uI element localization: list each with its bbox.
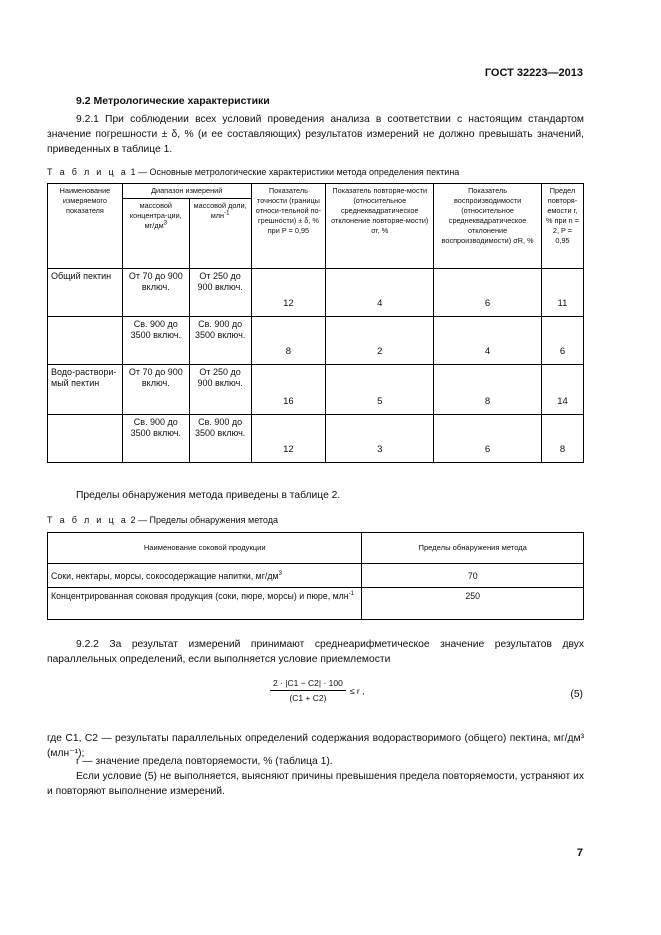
paragraph-limits: Пределы обнаружения метода приведены в таблице 2. [76,490,341,501]
table2-caption-label: Т а б л и ц а [47,515,128,525]
header-mass-conc: массовой концентра-ции, $мг/дм^3$ [122,199,189,269]
row-repeat: 5 [326,365,434,415]
header-limit: Предел повторя-емости r, % при n = 2, P = 0,95 [541,184,583,269]
header-range: Диапазон измерений [122,184,251,199]
header-repeatability: Показатель повторяе-мости (относительное среднеквадратическое отклонение повторяе-мости) σr, % [326,184,434,269]
row-accuracy: 12 [251,415,326,463]
header-mass-frac-text: массовой доли, млн [193,201,247,220]
header-name: Наименование измеряемого показателя [48,184,123,269]
row-accuracy: 12 [251,269,326,317]
table-row [48,365,584,415]
row-accuracy: 16 [251,365,326,415]
table-row [48,317,584,365]
row-frac: От 250 до 900 включ. [189,269,251,317]
header-mass-conc-text: массовой концентра-ции, мг/дм [129,201,182,230]
row-accuracy: 8 [251,317,326,365]
table2-caption [47,515,278,525]
row-detection-limit: 70 [362,564,584,588]
row-frac: От 250 до 900 включ. [189,365,251,415]
standard-number: ГОСТ 32223—2013 [484,67,583,79]
row-conc: Св. 900 до 3500 включ. [122,415,189,463]
row-product-text: Концентрированная соковая продукция (соки, пюре, морсы) и пюре, млн [51,591,349,601]
row-limit: 11 [541,269,583,317]
formula-fraction [270,678,346,703]
table2-caption-text: 2 — Пределы обнаружения метода [128,515,278,525]
row-name: Водо-раствори-мый пектин [48,365,123,415]
row-name [48,415,123,463]
where-c-definition: где C1, C2 — результаты параллельных определений содержания водорастворимого (общего) пектина, мг/дм³ (млн⁻¹); [47,733,584,759]
section-title: 9.2 Метрологические характеристики [76,95,270,107]
row-detection-limit: 250 [362,588,584,620]
page-number: 7 [576,847,583,859]
table1-caption-label: Т а б л и ц а [47,167,128,177]
acceptability-formula [270,678,364,703]
row-reprod: 8 [434,365,542,415]
table-row [48,564,584,588]
paragraph-921: 9.2.1 При соблюдении всех условий проведения анализа в соответствии с настоящим стандартом значение погрешности ± δ, % (и ее составляющих) результатов измерений не должно превышать значений, приведенных в таблице 1. [47,114,584,155]
formula-condition: ≤ r , [349,685,365,696]
header-detection-limit: Пределы обнаружения метода [362,533,584,564]
row-repeat: 3 [326,415,434,463]
row-reprod: 6 [434,269,542,317]
formula-numerator: 2 · |C1 − C2| · 100 [270,678,346,691]
row-limit: 8 [541,415,583,463]
row-conc: От 70 до 900 включ. [122,365,189,415]
where-r-definition: r — значение предела повторяемости, % (таблица 1). [76,756,333,767]
row-limit: 14 [541,365,583,415]
formula-denominator: (C1 + C2) [289,693,327,703]
table-row [48,269,584,317]
paragraph-922: 9.2.2 За результат измерений принимают среднеарифметическое значение результатов двух параллельных определений, если выполняется условие приемлемости [47,639,584,665]
header-reproducibility: Показатель воспроизводимости (относительное среднеквадратическое отклонение воспроизводимости) σR, % [434,184,542,269]
row-repeat: 2 [326,317,434,365]
table-row [48,415,584,463]
paragraph-condition-failure: Если условие (5) не выполняется, выясняют причины превышения предела повторяемости, устраняют их и повторяют выполнение измерений. [47,771,584,797]
row-product-text: Соки, нектары, морсы, сокосодержащие напитки, мг/дм [51,570,279,581]
equation-number: (5) [570,689,583,700]
row-limit: 6 [541,317,583,365]
row-reprod: 6 [434,415,542,463]
table1-caption-text: 1 — Основные метрологические характеристики метода определения пектина [128,167,460,177]
row-conc: От 70 до 900 включ. [122,269,189,317]
row-name: Общий пектин [48,269,123,317]
metrology-table [47,183,584,463]
row-frac: Св. 900 до 3500 включ. [189,415,251,463]
row-frac: Св. 900 до 3500 включ. [189,317,251,365]
row-conc: Св. 900 до 3500 включ. [122,317,189,365]
table-row [48,588,584,620]
row-name [48,317,123,365]
row-repeat: 4 [326,269,434,317]
table1-caption [47,167,459,177]
header-accuracy: Показатель точности (границы относи-тельной по-грешности) ± δ, % при P = 0,95 [251,184,326,269]
detection-limits-table [47,532,584,620]
header-mass-frac: массовой доли, млн$^{-1}$ [189,199,251,269]
row-product: Концентрированная соковая продукция (соки, пюре, морсы) и пюре, млн$^{-1}$ [48,588,362,620]
row-reprod: 4 [434,317,542,365]
header-product: Наименование соковой продукции [48,533,362,564]
row-product: Соки, нектары, морсы, сокосодержащие напитки, $мг/дм^3$ [48,564,362,588]
